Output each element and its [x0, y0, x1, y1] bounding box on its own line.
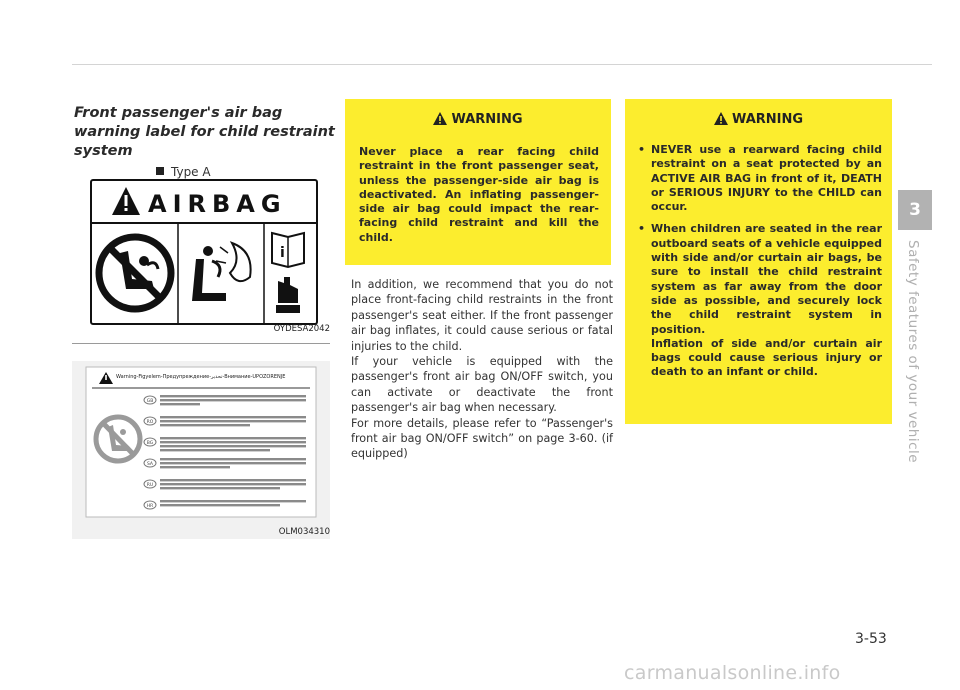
language-badge-label: GB: [146, 398, 154, 404]
chapter-tab: 3: [898, 190, 932, 230]
body-text: [351, 277, 613, 462]
bullet-square-icon: [156, 167, 164, 175]
body-paragraph: If your vehicle is equipped with the passenger's front air bag ON/OFF switch, you can activate or deactivate the front passenger's air bag when necessary.: [351, 355, 613, 415]
language-badge-label: SA: [146, 461, 154, 467]
section-title: Front passenger's air bag warning label for child restraint system: [74, 105, 335, 159]
type-label: [156, 165, 211, 179]
airbag-sticker-title: AIRBAG: [148, 190, 287, 218]
body-paragraph: For more details, please refer to “Passenger's front air bag ON/OFF switch” on page 3-60. (if equipped): [351, 416, 613, 461]
warning-box-2: [625, 99, 892, 424]
language-badge-label: RU: [146, 482, 154, 488]
page-number: 3-53: [855, 631, 887, 647]
warning-item-text: When children are seated in the rear outboard seats of a vehicle equipped with side and/or curtain air bags, be sure to install the child restraint system as far away from the door side as possible, and securely lock the child restraint system in position.: [651, 222, 882, 336]
multilingual-label-figure: [72, 361, 330, 539]
body-paragraph: In addition, we recommend that you do not place front-facing child restraints in the front passenger's seat either. If the front passenger air bag inflates, it could cause serious or fatal injuries to the child.: [351, 278, 613, 353]
language-badge-label: HR: [146, 503, 154, 509]
warning-triangle-icon: [714, 112, 728, 125]
figure2-caption: OLM034310: [278, 527, 330, 537]
warning-item-text: NEVER use a rearward facing child restraint on a seat protected by an ACTIVE AIR BAG in front of it, DEATH or SERIOUS INJURY to the CHILD can occur.: [651, 143, 882, 214]
bullet-dot-icon: •: [638, 143, 646, 156]
warning-heading-text: WARNING: [731, 112, 804, 127]
warning-triangle-icon: [433, 112, 447, 125]
warning-item-extra-text: Inflation of side and/or curtain air bags could cause serious injury or death to an infant or child.: [651, 336, 882, 379]
airbag-sticker-graphic: [92, 181, 316, 323]
chapter-title: Safety features of your vehicle: [905, 240, 921, 464]
no-rear-facing-seat-icon: [99, 237, 171, 309]
warning-list-item: [637, 143, 882, 214]
multilingual-label-graphic: [72, 361, 330, 521]
warning-heading-text: WARNING: [451, 112, 523, 127]
warning-list: [637, 143, 882, 388]
type-label-text: Type A: [171, 165, 211, 179]
language-badge-label: BG: [146, 440, 154, 446]
warning-heading: [345, 112, 611, 127]
read-manual-icon: [272, 233, 304, 313]
airbag-label-figure: [72, 163, 330, 339]
watermark: carmanualsonline.info: [624, 662, 841, 684]
top-rule: [72, 64, 932, 65]
warning-body-text: Never place a rear facing child restraint in the front passenger seat, unless the passenger-side air bag is deactivated. An inflating passenger-side air bag could impact the rear-facing child restraint and kill the child.: [359, 145, 599, 244]
language-badge-label: RO: [146, 419, 154, 425]
svg-text:i: i: [280, 245, 285, 261]
airbag-inflating-icon: [192, 243, 251, 301]
warning-box-1: [345, 99, 611, 265]
warning-heading: [625, 112, 892, 127]
figure1-caption: OYDESA2042: [273, 324, 330, 334]
bullet-dot-icon: •: [638, 222, 646, 236]
warning-triangle-icon: [112, 187, 140, 215]
multilingual-header-text: Warning-Figyelem-Предупреждение-تحذير-Внимание-UPOZORENJE: [116, 374, 286, 380]
figure-divider: [72, 343, 330, 344]
warning-list-item: [637, 222, 882, 379]
airbag-sticker: [90, 179, 318, 325]
